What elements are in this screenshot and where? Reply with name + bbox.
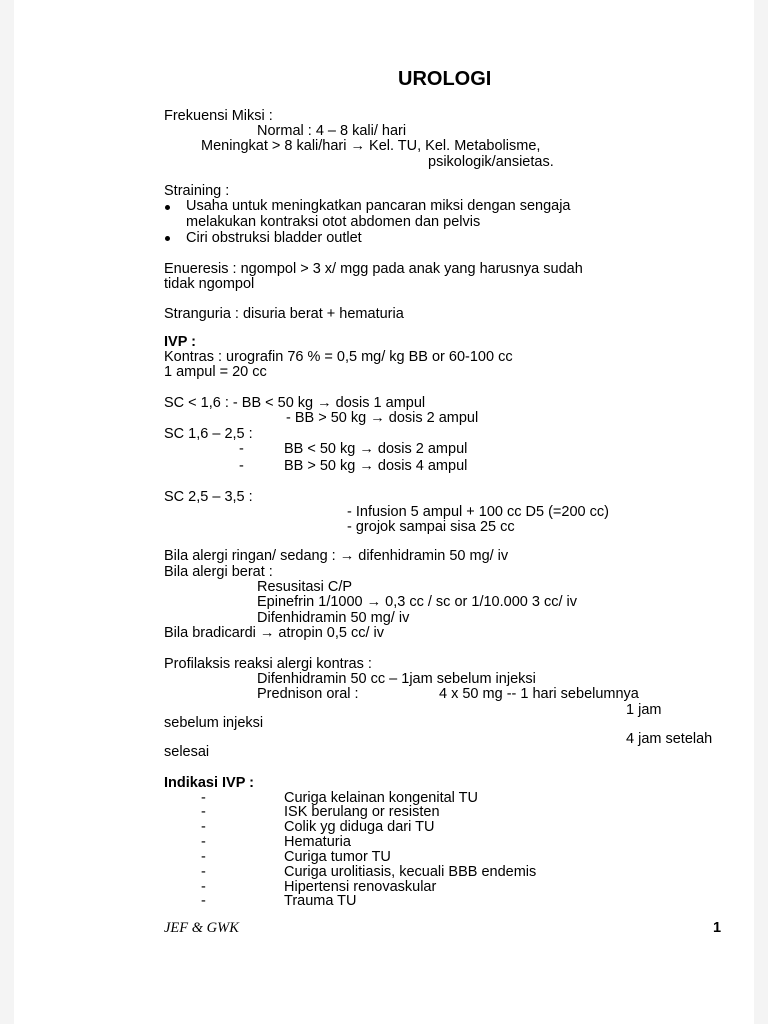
footer-authors: JEF & GWK [164,920,239,936]
enueresis-line-2: tidak ngompol [164,276,255,292]
profilaksis-heading: Profilaksis reaksi alergi kontras : [164,656,372,672]
list-item: Curiga kelainan kongenital TU [284,790,478,806]
dash-mark: - [201,893,206,909]
dash-mark: - [201,849,206,865]
list-item: ISK berulang or resisten [284,804,440,820]
alergi-difenhidramin: Difenhidramin 50 mg/ iv [257,610,410,626]
profilaksis-1-jam: 1 jam [626,702,662,718]
straining-heading: Straining : [164,183,230,199]
ivp-kontras: Kontras : urografin 76 % = 0,5 mg/ kg BB or 60-100 cc [164,349,513,365]
list-item: Curiga urolitiasis, kecuali BBB endemis [284,864,537,880]
straining-bullet-1: Usaha untuk meningkatkan pancaran miksi dengan sengaja [186,198,571,214]
alergi-resusitasi: Resusitasi C/P [257,579,353,595]
list-item: Colik yg diduga dari TU [284,819,435,835]
profilaksis-selesai: selesai [164,744,210,760]
ivp-sc3a: - Infusion 5 ampul + 100 cc D5 (=200 cc) [347,504,609,520]
dash-mark: - [201,790,206,806]
ivp-heading: IVP : [164,334,196,350]
frekuensi-heading: Frekuensi Miksi : [164,108,273,124]
dash-mark: - [239,441,244,457]
ivp-sc2a: BB < 50 kg → dosis 2 ampul [284,441,468,457]
alergi-epinefrin: Epinefrin 1/1000 → 0,3 cc / sc or 1/10.000 3 cc/ iv [257,594,577,610]
frekuensi-meningkat-cont: psikologik/ansietas. [428,154,554,170]
ivp-ampul: 1 ampul = 20 cc [164,364,267,380]
dash-mark: - [201,879,206,895]
alergi-bradicardi: Bila bradicardi → atropin 0,5 cc/ iv [164,625,385,641]
list-item: Hipertensi renovaskular [284,879,437,895]
page-title: UROLOGI [398,68,492,90]
straining-bullet-1-cont: melakukan kontraksi otot abdomen dan pelvis [186,214,481,230]
ivp-sc2: SC 1,6 – 2,5 : [164,426,253,442]
list-item: Trauma TU [284,893,357,909]
stranguria: Stranguria : disuria berat + hematuria [164,306,404,322]
frekuensi-meningkat: Meningkat > 8 kali/hari → Kel. TU, Kel. Metabolisme, [201,138,541,154]
dash-mark: - [201,804,206,820]
straining-bullet-2: Ciri obstruksi bladder outlet [186,230,362,246]
bullet-icon [165,236,170,241]
dash-mark: - [239,458,244,474]
frekuensi-normal: Normal : 4 – 8 kali/ hari [257,123,407,139]
profilaksis-prednison-label: Prednison oral : [257,686,359,702]
ivp-sc3: SC 2,5 – 3,5 : [164,489,253,505]
alergi-berat: Bila alergi berat : [164,564,273,580]
enueresis-line-1: Enueresis : ngompol > 3 x/ mgg pada anak yang harusnya sudah [164,261,583,277]
list-item: Curiga tumor TU [284,849,391,865]
ivp-sc2b: BB > 50 kg → dosis 4 ampul [284,458,468,474]
profilaksis-sebelum-injeksi: sebelum injeksi [164,715,264,731]
profilaksis-difenhidramin: Difenhidramin 50 cc – 1jam sebelum injeksi [257,671,536,687]
dash-mark: - [201,834,206,850]
ivp-sc3b: - grojok sampai sisa 25 cc [347,519,515,535]
dash-mark: - [201,864,206,880]
page-number: 1 [713,920,722,936]
list-item: Hematuria [284,834,351,850]
dash-mark: - [201,819,206,835]
ivp-sc1b: - BB > 50 kg → dosis 2 ampul [286,410,479,426]
bullet-icon [165,205,170,210]
indikasi-heading: Indikasi IVP : [164,775,254,791]
profilaksis-prednison-dose: 4 x 50 mg -- 1 hari sebelumnya [439,686,639,702]
alergi-ringan: Bila alergi ringan/ sedang : → difenhidramin 50 mg/ iv [164,548,509,564]
profilaksis-4-jam: 4 jam setelah [626,731,713,747]
ivp-sc1: SC < 1,6 : - BB < 50 kg → dosis 1 ampul [164,395,426,411]
